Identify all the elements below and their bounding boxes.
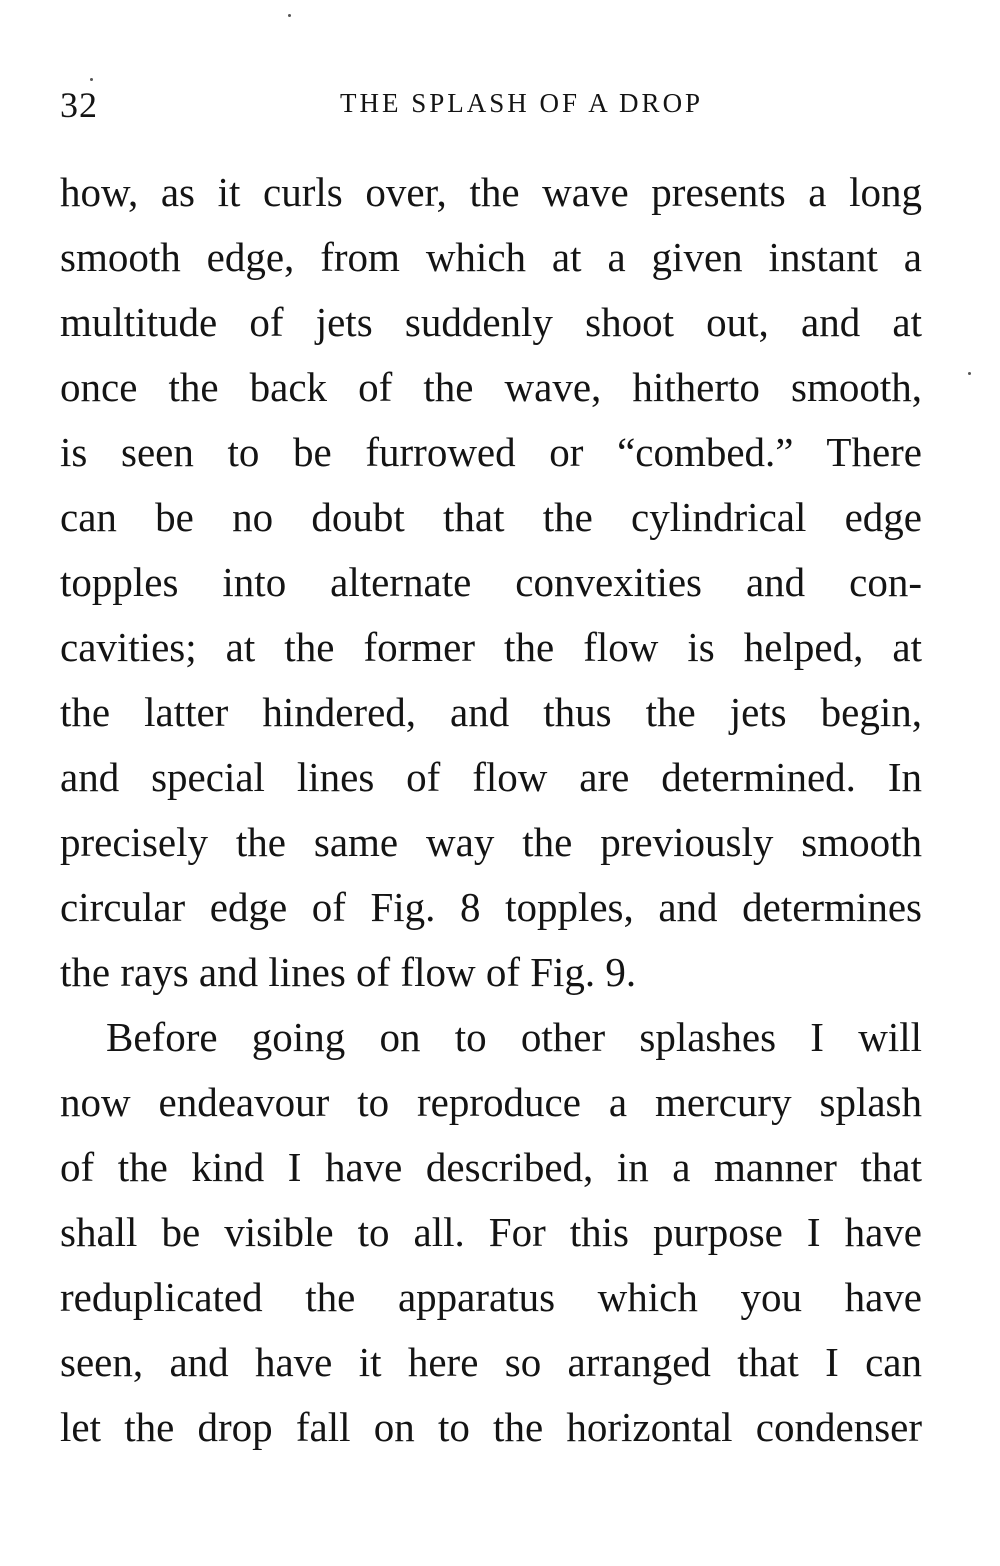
text-line: seen, and have it here so arranged that I can <box>60 1339 922 1385</box>
body-text <box>60 160 922 1460</box>
text-line: reduplicated the apparatus which you have <box>60 1274 922 1320</box>
text-line: the latter hindered, and thus the jets begin, <box>60 689 922 735</box>
text-line: can be no doubt that the cylindrical edge <box>60 494 922 540</box>
text-line: precisely the same way the previously smooth <box>60 819 922 865</box>
text-line: circular edge of Fig. 8 topples, and determines <box>60 884 922 930</box>
page-number: 32 <box>60 85 98 125</box>
paragraph <box>60 160 922 1005</box>
text-line: topples into alternate convexities and con- <box>60 559 922 605</box>
text-line: is seen to be furrowed or “combed.” There <box>60 429 922 475</box>
text-line: how, as it curls over, the wave presents a long <box>60 169 922 215</box>
text-line: the rays and lines of flow of Fig. 9. <box>60 949 637 995</box>
text-line: smooth edge, from which at a given instant a <box>60 234 922 280</box>
print-speck <box>288 14 291 17</box>
text-line: Before going on to other splashes I will <box>106 1014 922 1060</box>
print-speck <box>90 78 93 81</box>
text-line: shall be visible to all. For this purpose I have <box>60 1209 922 1255</box>
print-speck <box>968 372 971 375</box>
text-line: cavities; at the former the flow is helped, at <box>60 624 922 670</box>
running-title: THE SPLASH OF A DROP <box>340 88 704 118</box>
text-line: now endeavour to reproduce a mercury splash <box>60 1079 922 1125</box>
text-line: of the kind I have described, in a manner that <box>60 1144 922 1190</box>
page-header <box>60 78 922 130</box>
text-line: let the drop fall on to the horizontal condenser <box>60 1404 922 1450</box>
text-line: and special lines of flow are determined. In <box>60 754 922 800</box>
text-line: multitude of jets suddenly shoot out, and at <box>60 299 922 345</box>
paragraph <box>60 1005 922 1460</box>
text-line: once the back of the wave, hitherto smooth, <box>60 364 922 410</box>
